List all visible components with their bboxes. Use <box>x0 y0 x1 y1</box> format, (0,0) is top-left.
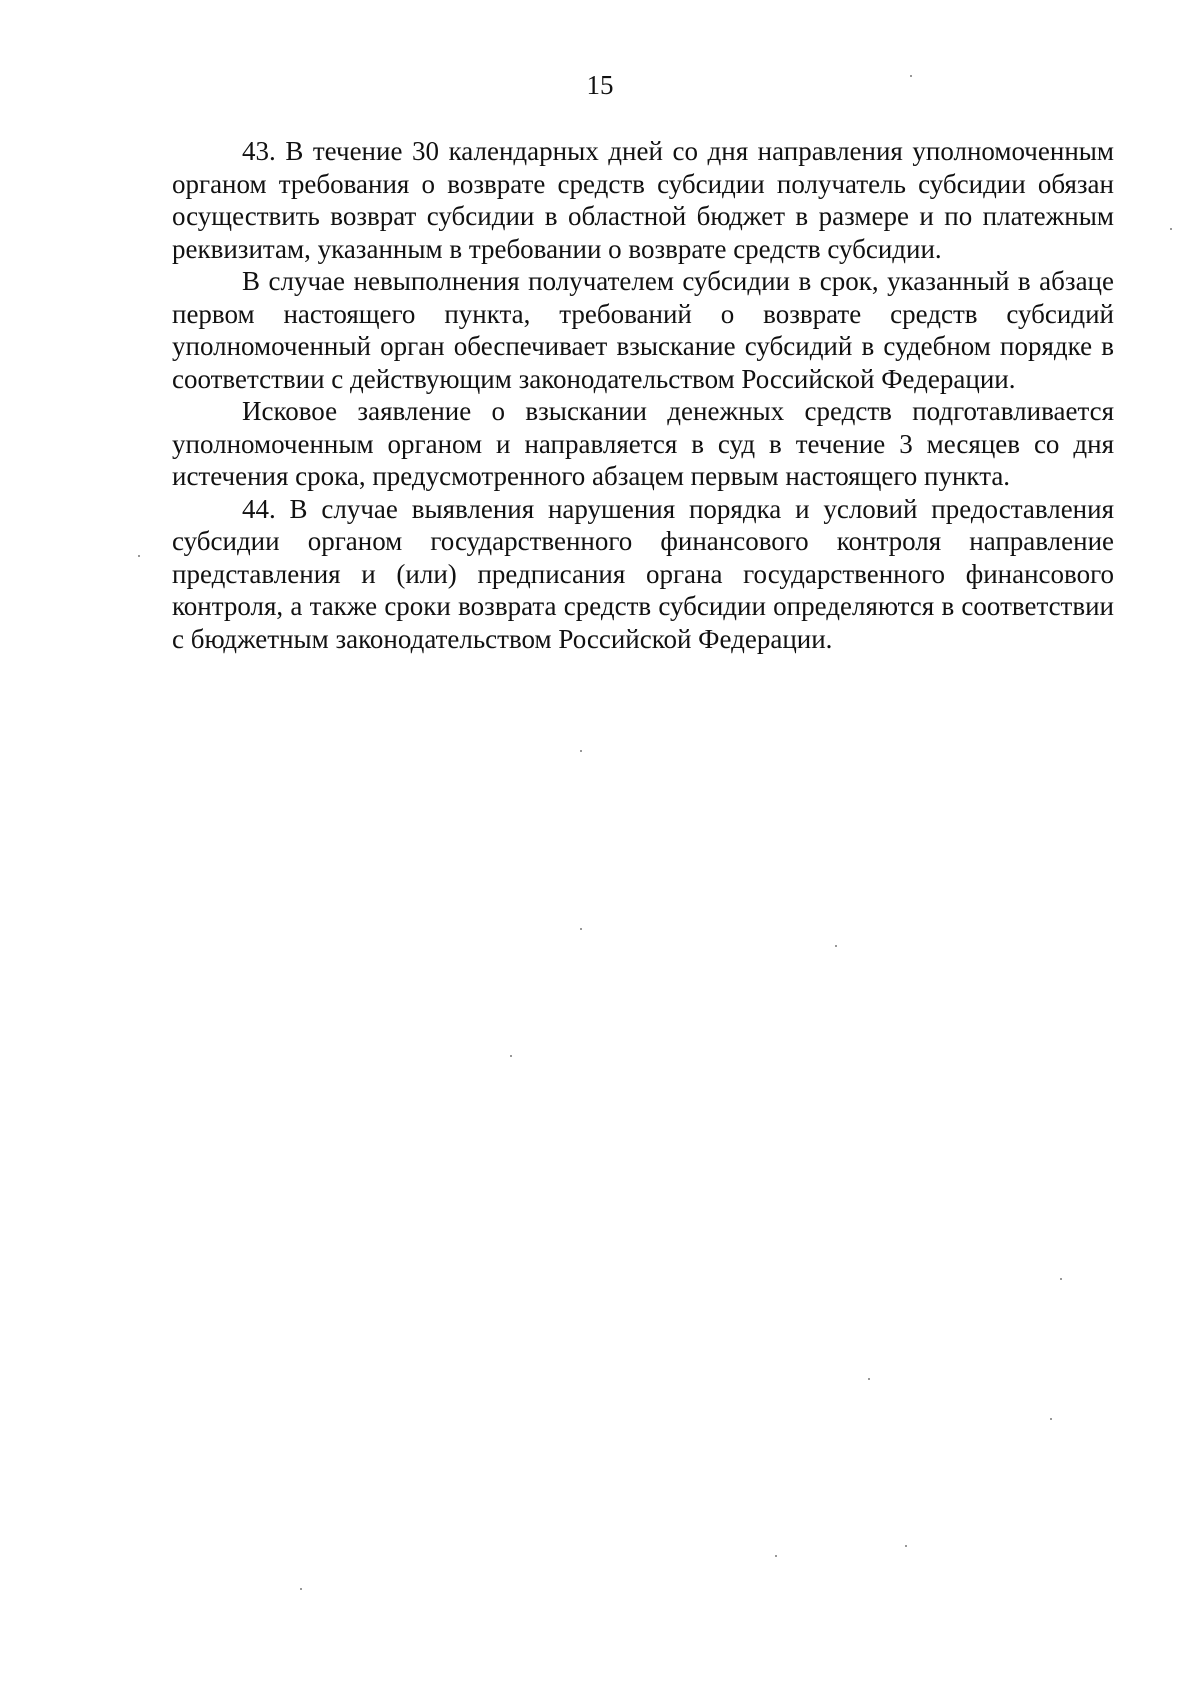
scan-speck <box>300 1588 302 1590</box>
paragraph-44: 44. В случае выявления нарушения порядка и условий предоставления субсидии органом государственного финансового контроля направление представления и (или) предписания органа государственного финансового контроля, а также сроки возврата средств субсидии определяются в соответствии с бюджетным законодательством Российской Федерации. <box>172 493 1114 654</box>
scan-speck <box>775 1555 777 1557</box>
paragraph-43-enforcement: В случае невыполнения получателем субсидии в срок, указанный в абзаце первом настоящего пункта, требований о возврате средств субсидий уполномоченный орган обеспечивает взыскание субсидий в судебном порядке в соответствии с действующим законодательством Российской Федерации. <box>172 266 1114 394</box>
page-number: 15 <box>586 70 614 100</box>
scan-speck <box>1050 1418 1052 1420</box>
scan-speck <box>905 1545 907 1547</box>
paragraph-43-lawsuit: Исковое заявление о взыскании денежных средств подготавливается уполномоченным органом и направляется в суд в течение 3 месяцев со дня истечения срока, предусмотренного абзацем первым настоящего пункта. <box>172 396 1114 491</box>
scan-speck <box>1170 228 1172 230</box>
scan-speck <box>868 1378 870 1380</box>
scan-speck <box>580 750 582 752</box>
scan-speck <box>835 945 837 947</box>
paragraph-43: 43. В течение 30 календарных дней со дня направления уполномоченным органом требования о возврате средств субсидии получатель субсидии обязан осуществить возврат субсидии в областной бюджет в размере и по платежным реквизитам, указанным в требовании о возврате средств субсидии. <box>172 136 1114 264</box>
scan-speck <box>138 555 140 557</box>
scan-speck <box>1060 1278 1062 1280</box>
scan-speck <box>510 1055 512 1057</box>
scan-speck <box>580 928 582 930</box>
scan-speck <box>910 75 912 77</box>
document-body <box>172 135 1114 655</box>
